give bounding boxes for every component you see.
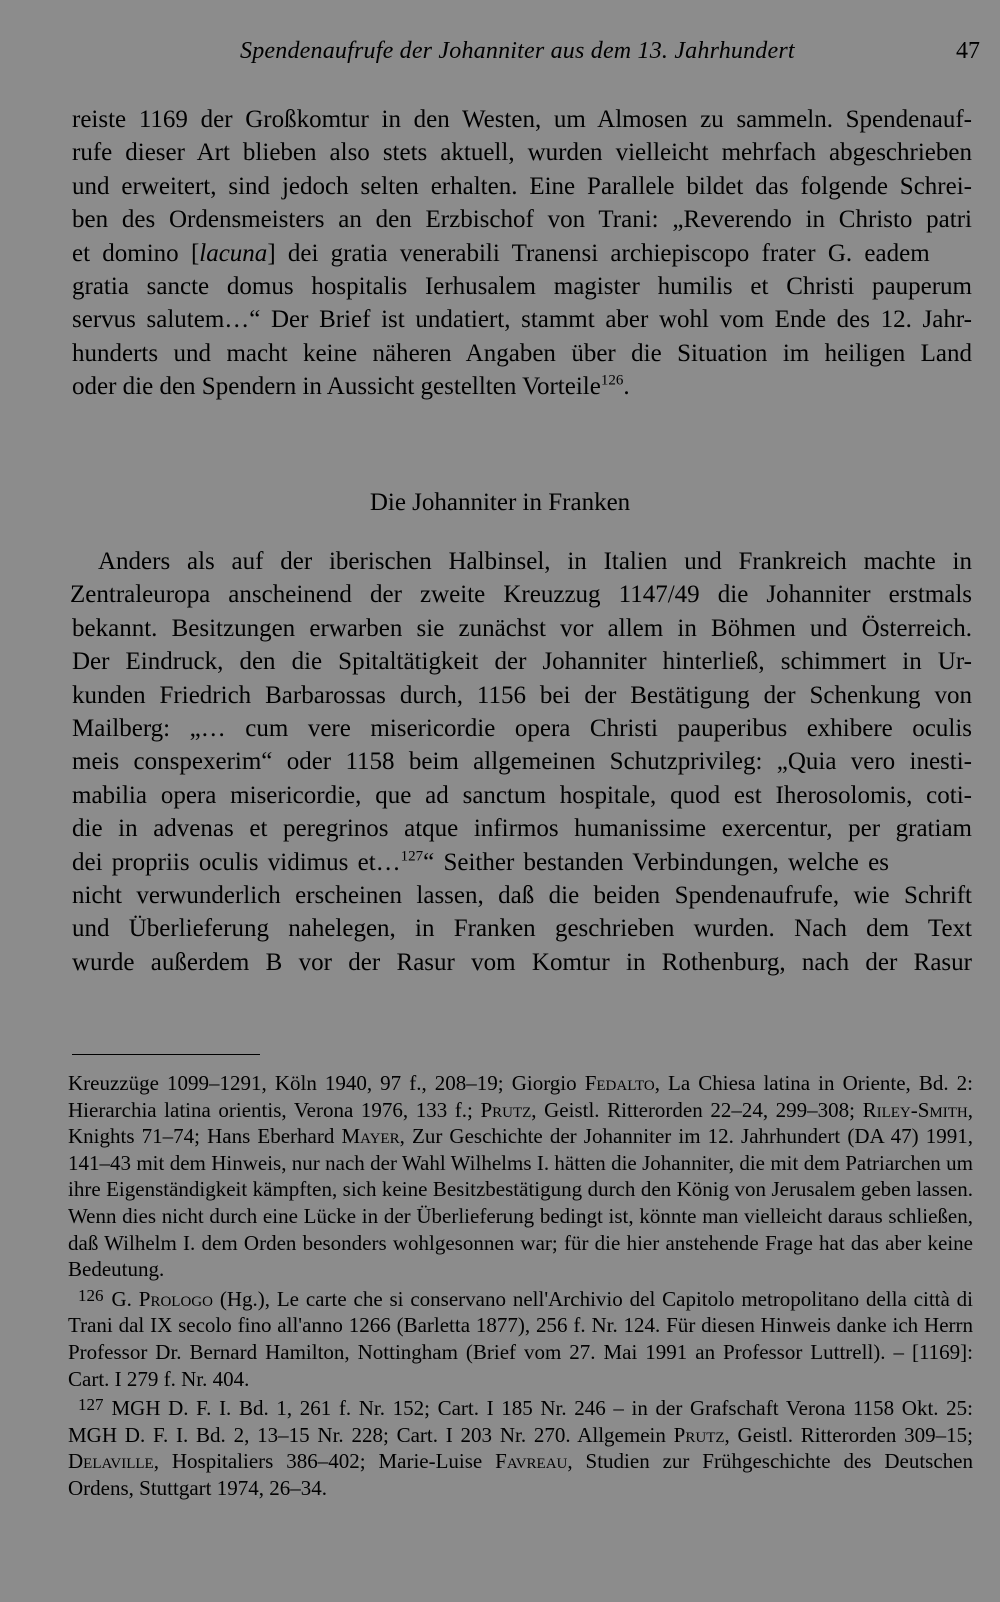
- text-fragment: Kreuzzüge 1099–1291, Köln 1940, 97 f., 208–19; Giorgio: [68, 1071, 585, 1095]
- footnote-126: [68, 1283, 973, 1392]
- text-fragment: oder die den Spendern in Aussicht gestellten Vorteile: [72, 373, 601, 401]
- footnote-number: 127: [78, 1395, 104, 1415]
- text-line: die in advenas et peregrinos atque infirmos humanissime exercentur, per gratiam: [72, 815, 972, 843]
- text-fragment: ] dei gratia venerabili Tranensi archiepiscopo frater G. eadem: [267, 239, 930, 267]
- text-line: Mailberg: „… cum vere misericordie opera Christi pauperibus exhibere oculis: [72, 715, 972, 743]
- text-fragment: et domino: [72, 239, 191, 267]
- lacuna-marker: lacuna: [199, 239, 268, 267]
- text-line: nicht verwunderlich erscheinen lassen, daß die beiden Spendenaufrufe, wie Schrift: [72, 882, 972, 910]
- author-name: Prologo: [138, 1286, 213, 1311]
- page-number: 47: [956, 38, 980, 64]
- footnotes: [68, 1070, 973, 1502]
- text-fragment: G.: [111, 1286, 139, 1311]
- author-name: Mayer: [341, 1124, 400, 1149]
- text-fragment: “ Seither bestanden Verbindungen, welche es: [423, 848, 889, 876]
- text-fragment: , La Chiesa latina in Oriente, Bd. 2: Hierarchia latina orientis, Verona 1976, 133 f.;: [68, 1071, 974, 1122]
- text-line: Anders als auf der iberischen Halbinsel, in Italien und Frankreich machte in: [98, 548, 972, 575]
- footnote-number: 126: [78, 1285, 104, 1305]
- author-name: Delaville: [68, 1449, 154, 1474]
- text-line: wurde außerdem B vor der Rasur vom Komtur in Rothenburg, nach der Rasur: [72, 948, 972, 976]
- text-fragment: .: [623, 373, 630, 401]
- text-line: hunderts und macht keine näheren Angaben über die Situation im heiligen Land: [72, 339, 972, 367]
- footnote-127: [68, 1392, 973, 1501]
- text-line: ben des Ordensmeisters an den Erzbischof von Trani: „Reverendo in Christo patri: [72, 206, 972, 234]
- text-line: bekannt. Besitzungen erwarben sie zunächst vor allem in Böhmen und Österreich.: [72, 614, 972, 642]
- author-name: Prutz: [480, 1097, 532, 1122]
- text-line: servus salutem…“ Der Brief ist undatiert, stammt aber wohl vom Ende des 12. Jahr-: [72, 306, 972, 334]
- paragraph-2: [72, 545, 972, 979]
- footnote-separator: [72, 1054, 260, 1055]
- running-head: Spendenaufrufe der Johanniter aus dem 13. Jahrhundert: [240, 38, 795, 64]
- author-name: Riley-Smith: [862, 1097, 968, 1122]
- text-fragment: MGH D. F. I. Bd. 1, 261 f. Nr. 152; Cart. I 185 Nr. 246 – in der Grafschaft Verona 1158 Okt. 25: MGH D. F. I. Bd. 2, 13–15 Nr. 228; Cart. I 203 Nr. 270. Allgemein: [68, 1396, 973, 1447]
- text-line: gratia sancte domus hospitalis Ierhusalem magister humilis et Christi pauperum: [72, 273, 972, 301]
- author-name: Fedalto: [584, 1071, 655, 1095]
- text-line: und Überlieferung nahelegen, in Franken geschrieben wurden. Nach dem Text: [72, 915, 972, 943]
- text-line: et domino [lacuna] dei gratia venerabili Tranensi archiepiscopo frater G. eadem: [72, 239, 930, 267]
- text-line: reiste 1169 der Großkomtur in den Westen, um Almosen zu sammeln. Spendenauf-: [72, 106, 972, 133]
- text-line: und erweitert, sind jedoch selten erhalten. Eine Parallele bildet das folgende Schrei-: [72, 172, 972, 200]
- author-name: Favreau: [495, 1449, 568, 1474]
- footnote-ref-127[interactable]: 127: [400, 848, 424, 865]
- text-fragment: (Hg.), Le carte che si conservano nell'Archivio del Capitolo metropolitano della città di Trani dal IX secolo fino all'anno 1266 (Barletta 1877), 256 f. Nr. 124. Für diesen Hinweis danke ich Herrn Professor Dr. Bernard Hamilton, Nottingham (Brief vom 27. Mai 1991 an Professor Luttrell). – [1169]: Cart. I 279 f. Nr. 404.: [68, 1286, 973, 1391]
- text-fragment: , Geistl. Ritterorden 309–15;: [724, 1422, 974, 1447]
- author-name: Prutz: [673, 1422, 725, 1447]
- text-fragment: , Geistl. Ritterorden 22–24, 299–308;: [531, 1097, 863, 1122]
- text-fragment: dei propriis oculis vidimus et…: [72, 848, 401, 876]
- text-line: Der Eindruck, den die Spitaltätigkeit der Johanniter hinterließ, schimmert in Ur-: [72, 648, 972, 676]
- text-line: mabilia opera misericordie, que ad sanctum hospitale, quod est Iherosolomis, coti-: [72, 781, 972, 809]
- text-fragment: , Zur Geschichte der Johanniter im 12. Jahrhundert (DA 47) 1991, 141–43 mit dem Hinweis, nur nach der Wahl Wilhelms I. hätten die Johanniter, die mit dem Patriarchen um ihre Eigenständigkeit kämpften, sich keine Besitzbestätigung durch den König von Jerusalem geben lassen. Wenn dies nicht durch eine Lücke in der Überlieferung bedingt ist, könnte man vielleicht daraus schließen, daß Wilhelm I. dem Orden besonders wohlgesonnen war; für die hier anstehende Frage hat das aber keine Bedeutung.: [68, 1124, 973, 1282]
- text-fragment: , Knights 71–74; Hans Eberhard: [68, 1097, 973, 1149]
- footnote-continuation: [68, 1070, 973, 1283]
- text-line: kunden Friedrich Barbarossas durch, 1156 bei der Bestätigung der Schenkung von: [72, 681, 972, 709]
- text-fragment: , Hospitaliers 386–402; Marie-Luise: [153, 1449, 496, 1474]
- text-line: [72, 846, 972, 879]
- footnote-ref-126[interactable]: 126: [600, 372, 624, 389]
- text-fragment: , Studien zur Frühgeschichte des Deutschen Ordens, Stuttgart 1974, 26–34.: [68, 1449, 973, 1500]
- text-line: [72, 370, 972, 403]
- text-line: meis conspexerim“ oder 1158 beim allgemeinen Schutzprivileg: „Quia vero inesti-: [72, 748, 972, 776]
- text-line: Zentraleuropa anscheinend der zweite Kreuzzug 1147/49 die Johanniter erstmals: [70, 581, 972, 609]
- text-line: rufe dieser Art blieben also stets aktuell, wurden vielleicht mehrfach abgeschrieben: [72, 139, 972, 167]
- paragraph-1: [72, 103, 972, 404]
- section-heading: Die Johanniter in Franken: [369, 489, 631, 516]
